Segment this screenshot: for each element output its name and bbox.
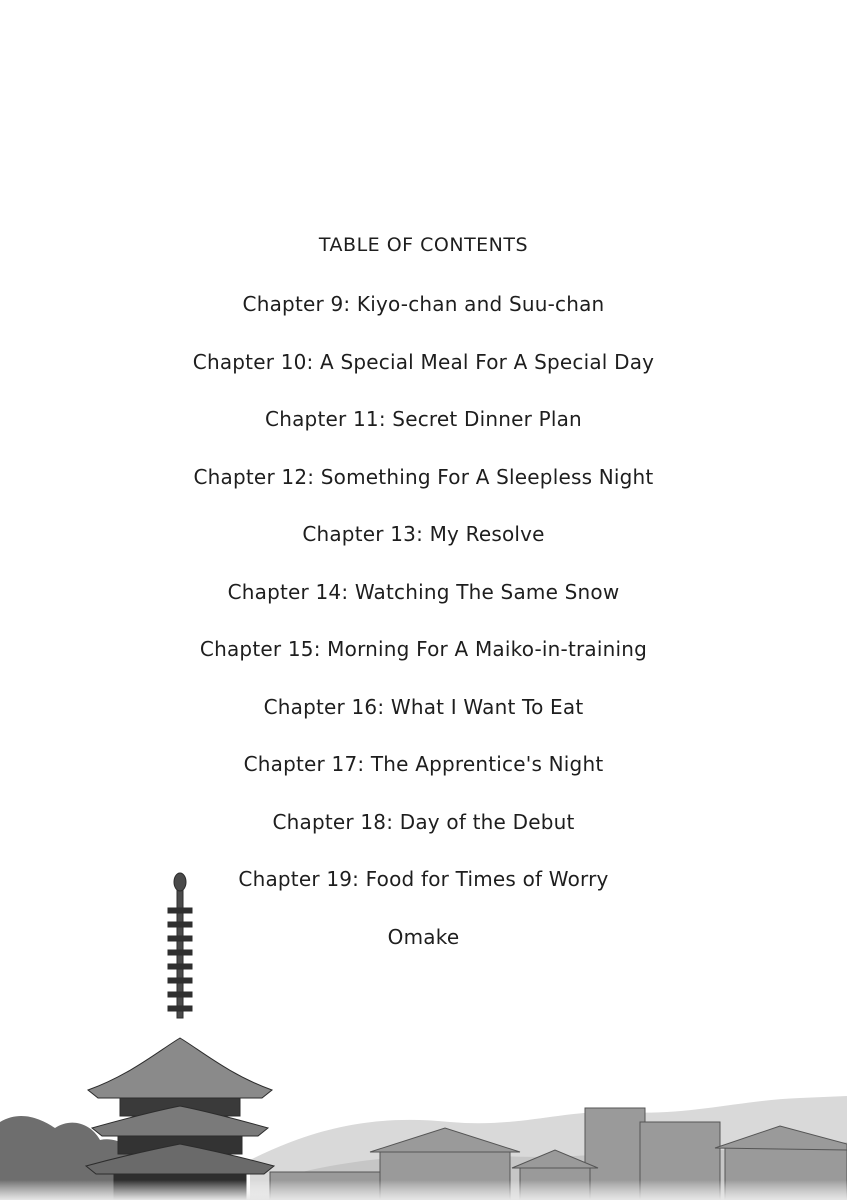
toc-heading: TABLE OF CONTENTS [318,234,529,256]
pagoda-cityscape-illustration [0,860,847,1200]
toc-entry-chapter-19: Chapter 19: Food for Times of Worry [238,867,609,891]
toc-entry-chapter-17: Chapter 17: The Apprentice's Night [243,752,604,776]
toc-entry-chapter-10: Chapter 10: A Special Meal For A Special Day [192,350,655,374]
ground-wash [0,1180,847,1200]
toc-entry-chapter-11: Chapter 11: Secret Dinner Plan [265,407,582,431]
toc-entry-chapter-13: Chapter 13: My Resolve [302,522,545,546]
toc-entry-chapter-9: Chapter 9: Kiyo-chan and Suu-chan [242,292,605,316]
toc-entry-omake: Omake [387,925,460,949]
toc-entry-chapter-15: Chapter 15: Morning For A Maiko-in-training [199,637,648,661]
toc-entry-chapter-16: Chapter 16: What I Want To Eat [263,695,584,719]
toc-entry-chapter-18: Chapter 18: Day of the Debut [272,810,575,834]
toc-entry-chapter-14: Chapter 14: Watching The Same Snow [227,580,620,604]
toc-entry-chapter-12: Chapter 12: Something For A Sleepless Night [193,465,654,489]
